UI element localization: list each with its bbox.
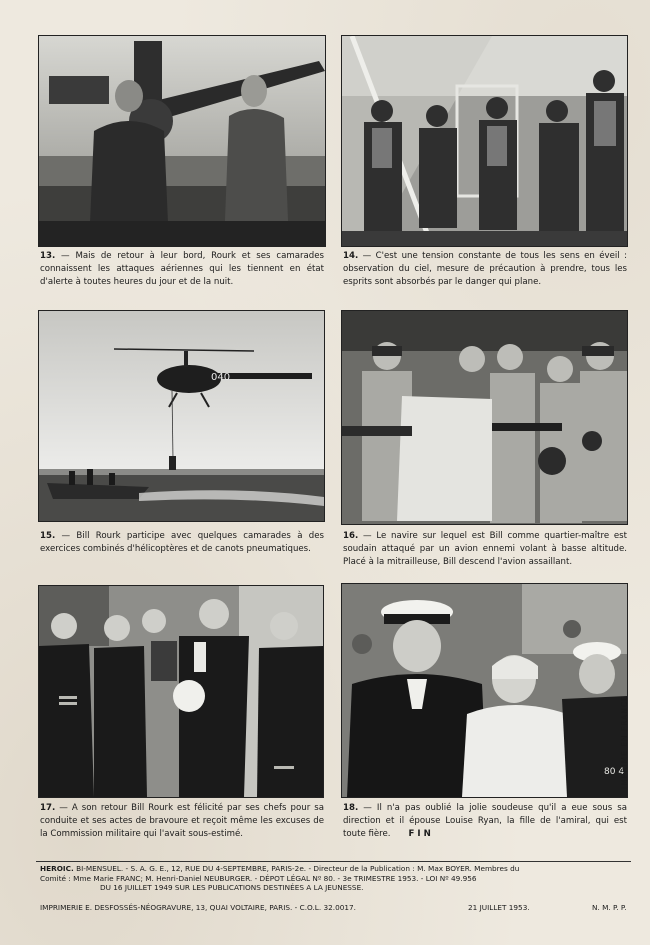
caption-13-text: — Mais de retour à leur bord, Rourk et ses camarades connaissent les attaques aériennes qui les tiennent en état d'alerte à toutes heures du jour et de la nuit. [40, 251, 324, 287]
imprint-distributor: N. M. P. P. [592, 903, 627, 912]
caption-13-number: 13. [40, 251, 56, 261]
caption-18 [343, 802, 627, 841]
caption-18-text: — Il n'a pas oublié la jolie soudeuse qu'il a eue sous sa direction et il épouse Louise Ryan, la fille de l'amiral, qui est toute fière. [343, 803, 627, 839]
caption-15-text: — Bill Rourk participe avec quelques camarades à des exercices combinés d'hélicoptères et de canots pneumatiques. [40, 531, 324, 554]
imprint-line-2: Comité : Mme Marie FRANC; M. Henri-Daniel NEUBURGER. - DÉPOT LÉGAL Nº 80. - 3e TRIMESTRE 1953. - LOI Nº 49.956 [40, 873, 477, 883]
caption-17-text: — A son retour Bill Rourk est félicité par ses chefs pour sa conduite et ses actes de bravoure et reçoit même les excuses de la Commission militaire qui l'avait sous-estimé. [40, 803, 324, 839]
imprint-date: 21 JUILLET 1953. [468, 903, 530, 912]
caption-13 [40, 250, 324, 289]
photo-17-officers-congratulating [38, 585, 324, 798]
caption-17-number: 17. [40, 803, 56, 813]
caption-18-number: 18. [343, 803, 359, 813]
imprint-rule [36, 861, 631, 862]
imprint-printer: IMPRIMERIE E. DESFOSSÉS-NÉOGRAVURE, 13, QUAI VOLTAIRE, PARIS. - C.O.L. 32.0017. [40, 903, 356, 912]
caption-14-text: — C'est une tension constante de tous les sens en éveil : observation du ciel, mesure de précaution à prendre, tous les esprits sont absorbés par le danger qui plane. [343, 251, 627, 287]
imprint-line-3: DU 16 JUILLET 1949 SUR LES PUBLICATIONS DESTINÉES A LA JEUNESSE. [100, 883, 364, 892]
photo-15-helicopter-and-boat [38, 310, 325, 522]
printed-in-france-label: IMPRIMÉ EN FRANCE [620, 695, 629, 789]
photo-16-machine-gun-crew [341, 310, 628, 525]
imprint-brand: HEROIC. [40, 864, 74, 873]
caption-14 [343, 250, 627, 289]
helicopter-marking: 040 [211, 372, 231, 383]
imprint-block [40, 864, 634, 893]
photo-18-wedding-officer-and-bride [341, 583, 628, 798]
photo-18-mark: 80 4 [604, 767, 625, 777]
caption-14-number: 14. [343, 251, 359, 261]
fin-label: FIN [408, 829, 434, 839]
caption-16-number: 16. [343, 531, 359, 541]
caption-17 [40, 802, 324, 841]
caption-16-text: — Le navire sur lequel est Bill comme quartier-maître est soudain attaqué par un avion ennemi volant à basse altitude. Placé à la mitrailleuse, Bill descend l'avion assaillant. [343, 531, 627, 567]
caption-15-number: 15. [40, 531, 56, 541]
photo-14-sailors-watching-sky [341, 35, 628, 247]
caption-16 [343, 530, 627, 569]
caption-15 [40, 530, 324, 556]
photo-13-anti-aircraft-gun [38, 35, 326, 247]
imprint-line-1: BI-MENSUEL. - S. A. G. E., 12, RUE DU 4-SEPTEMBRE, PARIS-2e. - Directeur de la Publication : M. Max BOYER. Membres du [73, 864, 520, 873]
